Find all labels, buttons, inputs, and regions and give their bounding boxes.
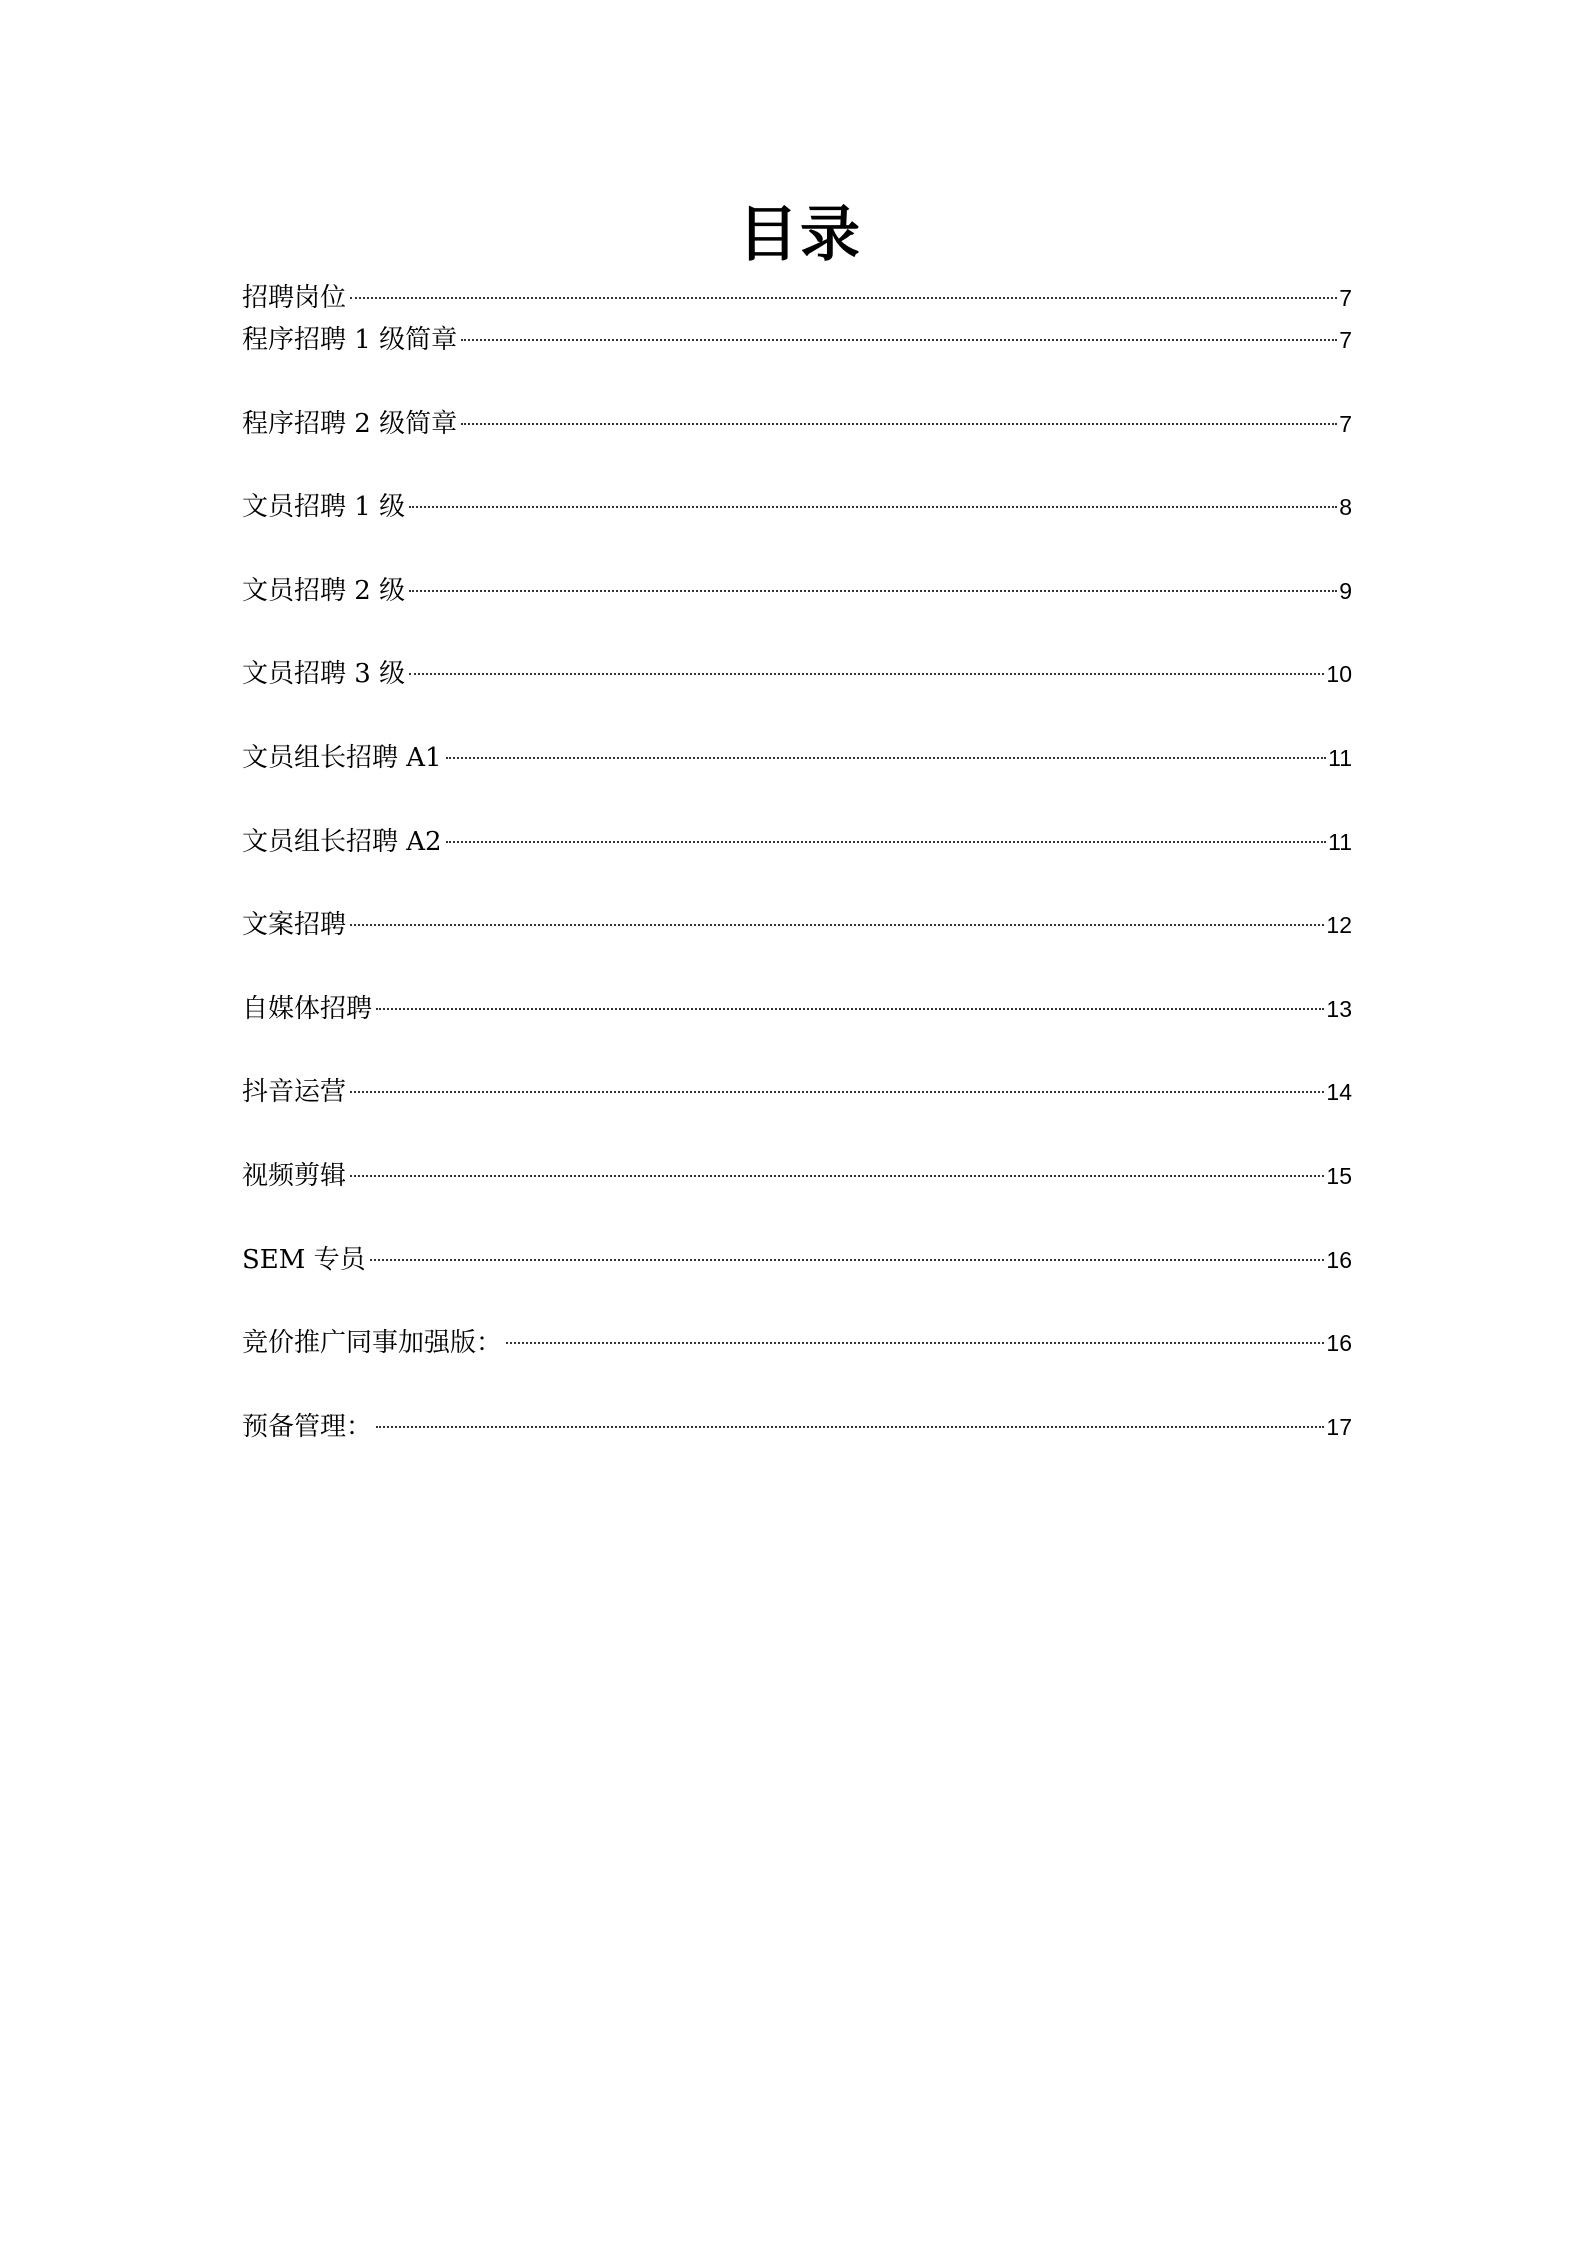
dot-leader xyxy=(506,1342,1324,1344)
toc-page-number: 8 xyxy=(1339,494,1352,520)
toc-entry-label: SEM 专员 xyxy=(242,1245,366,1275)
page-title: 目录 xyxy=(738,200,862,270)
toc-page-number: 7 xyxy=(1339,285,1352,311)
toc-page-number: 11 xyxy=(1328,829,1352,855)
toc-entry-5[interactable] xyxy=(242,654,1352,694)
toc-entry-label: 竞价推广同事加强版： xyxy=(242,1328,503,1358)
toc-entry-9[interactable] xyxy=(242,989,1352,1029)
toc-page-number: 7 xyxy=(1339,411,1352,437)
dot-leader xyxy=(350,1091,1324,1093)
dot-leader xyxy=(446,757,1327,759)
dot-leader xyxy=(409,673,1324,675)
toc-entry-1[interactable] xyxy=(242,320,1352,360)
toc-page-number: 11 xyxy=(1328,745,1352,771)
dot-leader xyxy=(350,297,1337,299)
toc-entry-label: 文案招聘 xyxy=(242,910,347,940)
toc-entry-label: 文员招聘 3 级 xyxy=(242,659,406,689)
toc-page-number: 14 xyxy=(1326,1079,1352,1105)
toc-entry-10[interactable] xyxy=(242,1072,1352,1112)
dot-leader xyxy=(370,1259,1325,1261)
toc-entry-8[interactable] xyxy=(242,905,1352,945)
dot-leader xyxy=(446,841,1327,843)
dot-leader xyxy=(376,1008,1324,1010)
toc-entry-14[interactable] xyxy=(242,1407,1352,1447)
toc-page-number: 17 xyxy=(1326,1414,1352,1440)
toc-entry-label: 招聘岗位 xyxy=(242,283,347,313)
toc-page-number: 12 xyxy=(1326,912,1352,938)
toc-page-number: 13 xyxy=(1326,996,1352,1022)
toc-entry-12[interactable] xyxy=(242,1240,1352,1280)
toc-page-number: 16 xyxy=(1326,1330,1352,1356)
toc-page-number: 9 xyxy=(1339,578,1352,604)
toc-entry-label: 抖音运营 xyxy=(242,1077,347,1107)
toc-entry-6[interactable] xyxy=(242,738,1352,778)
toc-entry-label: 文员招聘 1 级 xyxy=(242,492,406,522)
dot-leader xyxy=(409,590,1337,592)
toc-entry-label: 文员招聘 2 级 xyxy=(242,576,406,606)
toc-page-number: 10 xyxy=(1326,661,1352,687)
toc-page-number: 7 xyxy=(1339,327,1352,353)
toc-entry-7[interactable] xyxy=(242,822,1352,862)
toc-entry-label: 程序招聘 1 级简章 xyxy=(242,325,458,355)
toc-entry-4[interactable] xyxy=(242,571,1352,611)
toc-entry-label: 文员组长招聘 A2 xyxy=(242,827,442,857)
dot-leader xyxy=(350,1175,1324,1177)
toc-entry-label: 视频剪辑 xyxy=(242,1161,347,1191)
dot-leader xyxy=(461,339,1337,341)
toc-entry-2[interactable] xyxy=(242,404,1352,444)
toc-page-number: 16 xyxy=(1326,1247,1352,1273)
toc-page-number: 15 xyxy=(1326,1163,1352,1189)
toc-entry-11[interactable] xyxy=(242,1156,1352,1196)
toc-entry-label: 预备管理： xyxy=(242,1412,373,1442)
toc-entry-label: 文员组长招聘 A1 xyxy=(242,743,442,773)
dot-leader xyxy=(376,1426,1324,1428)
dot-leader xyxy=(409,506,1337,508)
toc-entry-label: 程序招聘 2 级简章 xyxy=(242,409,458,439)
dot-leader xyxy=(350,924,1324,926)
dot-leader xyxy=(461,423,1337,425)
toc-entry-3[interactable] xyxy=(242,487,1352,527)
toc-entry-label: 自媒体招聘 xyxy=(242,994,373,1024)
toc-entry-0[interactable] xyxy=(242,278,1352,318)
toc-entry-13[interactable] xyxy=(242,1323,1352,1363)
